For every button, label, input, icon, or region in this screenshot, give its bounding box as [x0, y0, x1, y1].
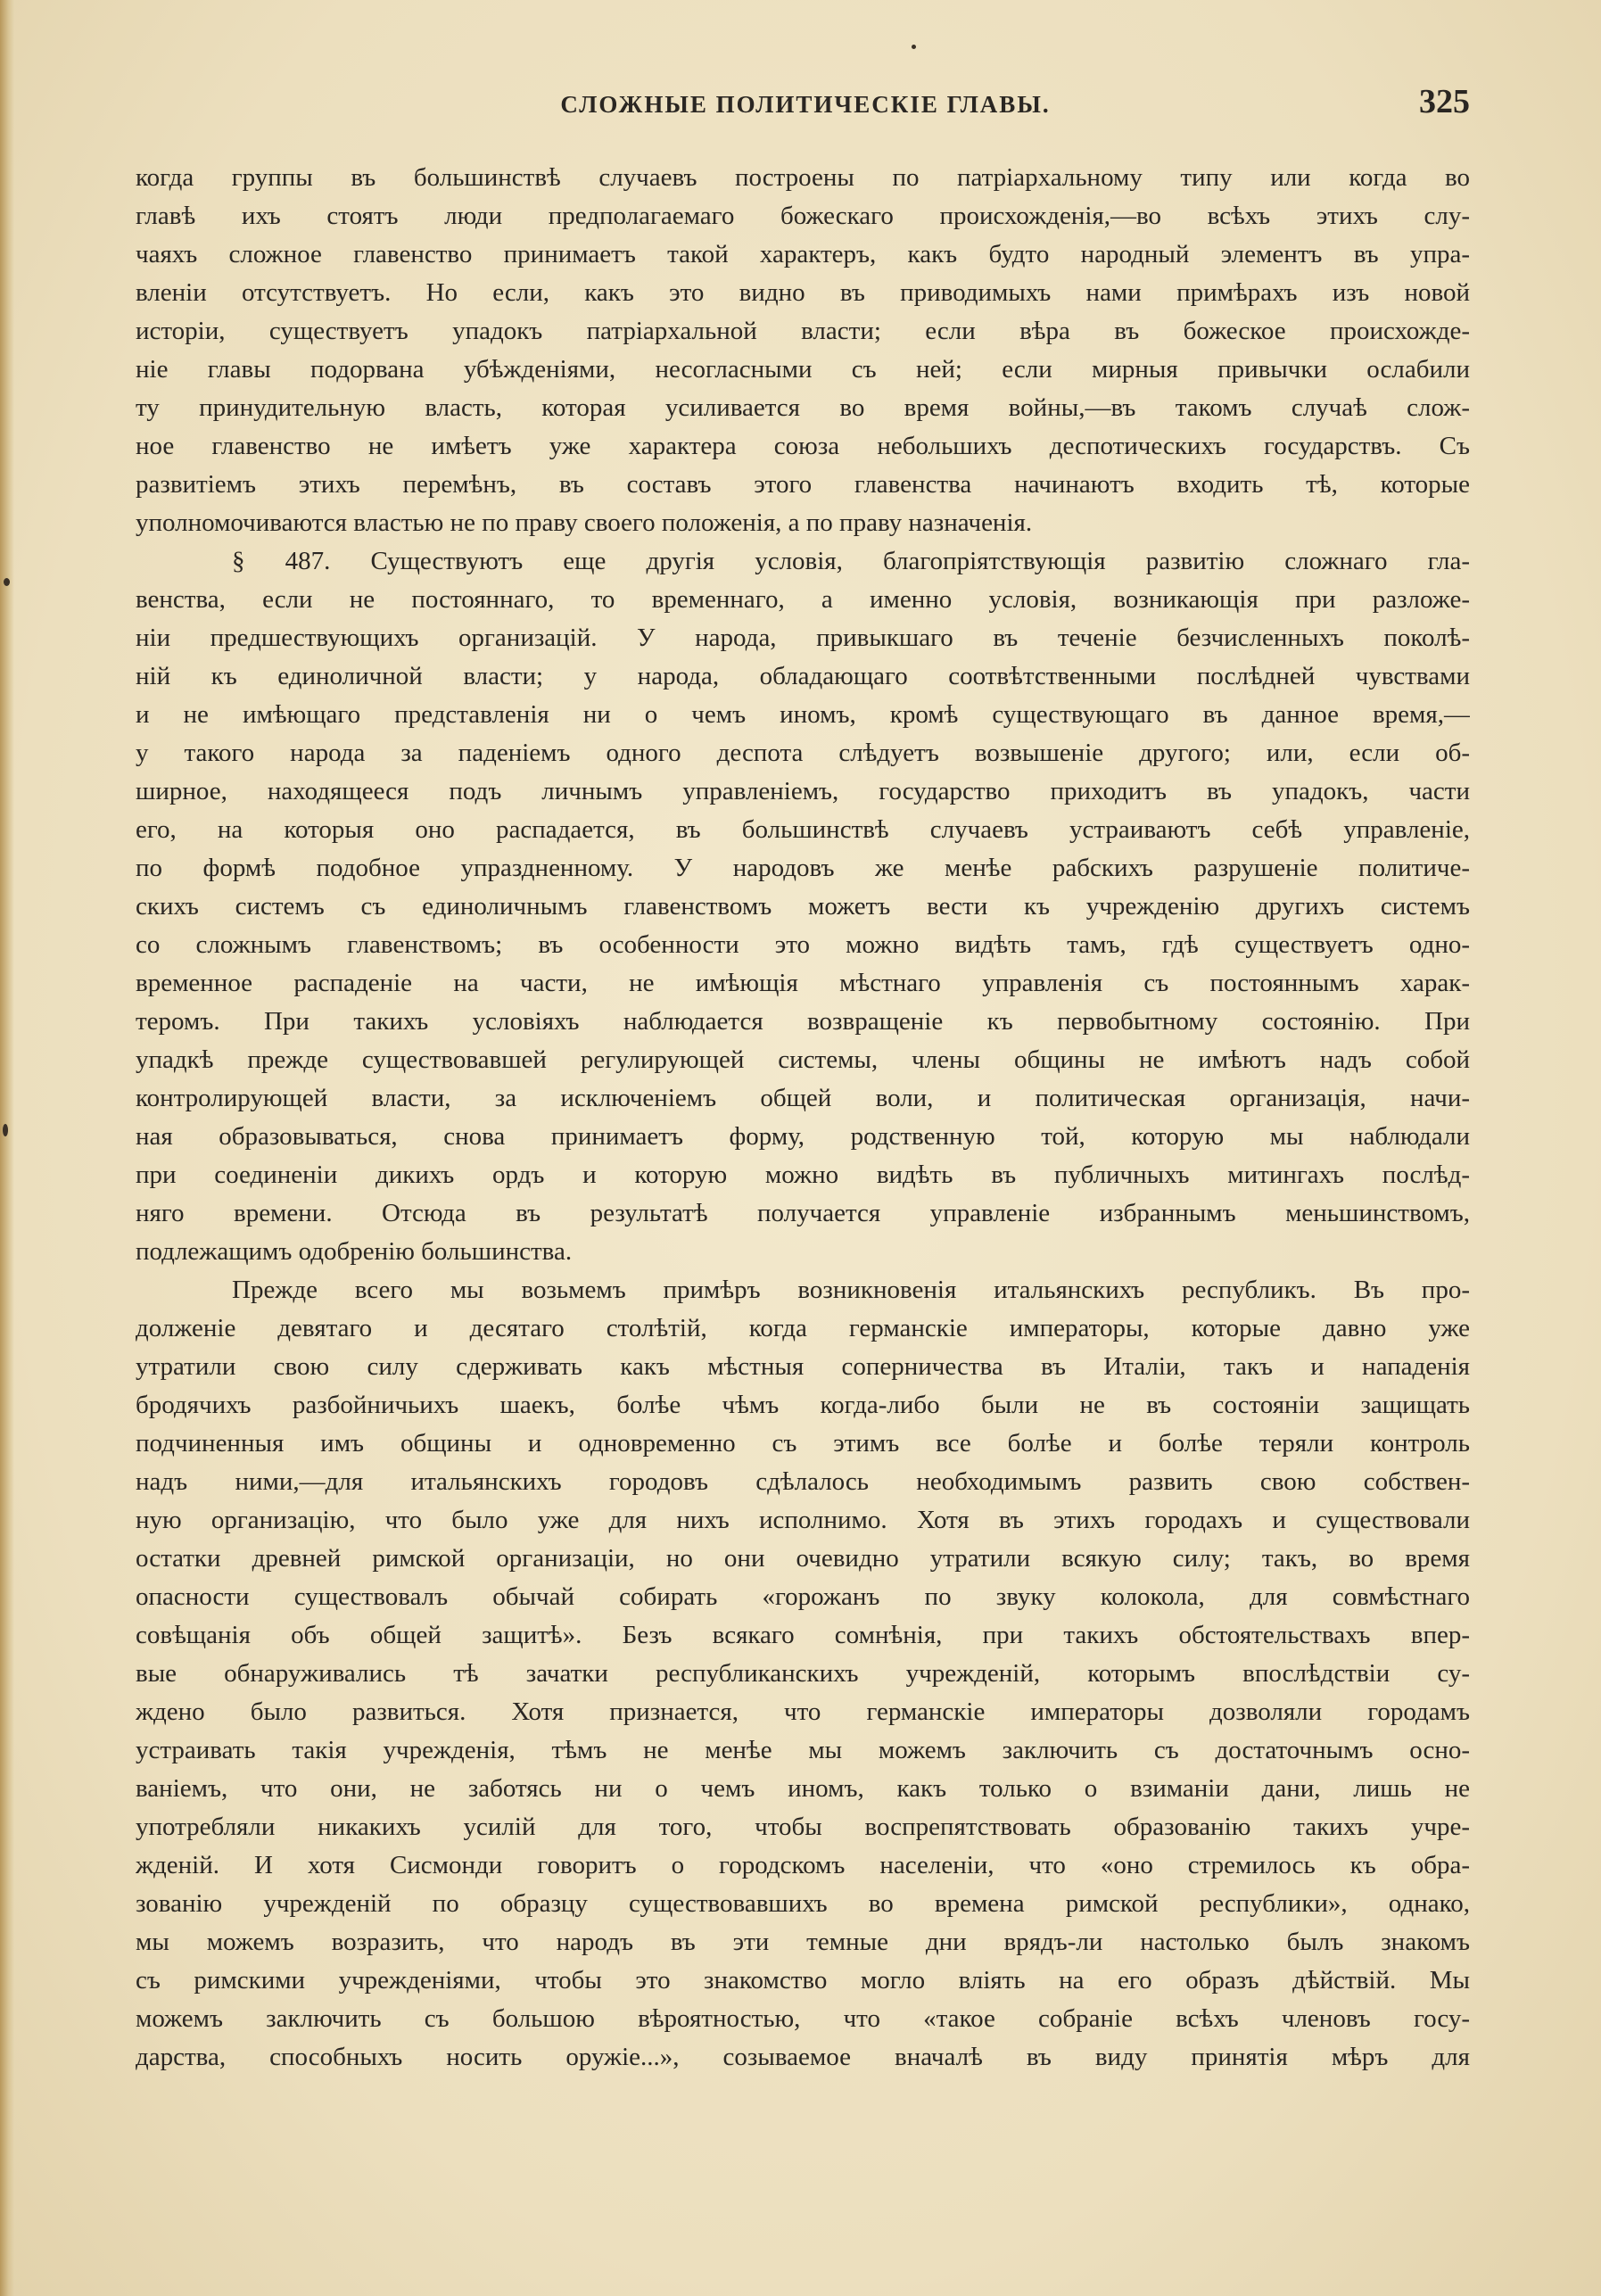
text-line: ваніемъ, что они, не заботясь ни о чемъ иномъ, какъ только о взиманіи дани, лишь не: [136, 1774, 1470, 1803]
text-line: при соединеніи дикихъ ордъ и которую можно видѣть въ публичныхъ митингахъ послѣд-: [136, 1160, 1470, 1189]
text-line: бродячихъ разбойничьихъ шаекъ, болѣе чѣмъ когда-либо были не въ состояніи защищать: [136, 1391, 1470, 1419]
text-line: ную организацію, что было уже для нихъ исполнимо. Хотя въ этихъ городахъ и существовали: [136, 1506, 1470, 1534]
text-line: по формѣ подобное упраздненному. У народовъ же менѣе рабскихъ разрушеніе политиче-: [136, 854, 1470, 882]
text-line: ная образовываться, снова принимаетъ форму, родственную той, которую мы наблюдали: [136, 1122, 1470, 1151]
text-line: главѣ ихъ стоятъ люди предполагаемаго божескаго происхожденія,—во всѣхъ этихъ слу-: [136, 202, 1470, 230]
text-line: ждено было развиться. Хотя признается, что германскіе императоры дозволяли городамъ: [136, 1697, 1470, 1726]
text-line: когда группы въ большинствѣ случаевъ построены по патріархальному типу или когда во: [136, 163, 1470, 192]
text-line: можемъ заключить съ большою вѣроятностью, что «такое собраніе всѣхъ членовъ госу-: [136, 2004, 1470, 2033]
section-487-start: § 487. Существуютъ еще другія условія, благопріятствующія развитію сложнаго гла-: [232, 547, 1470, 575]
text-line: мы можемъ возразить, что народъ въ эти темные дни врядъ-ли настолько былъ знакомъ: [136, 1928, 1470, 1956]
text-line: съ римскими учрежденіями, чтобы это знакомство могло вліять на его образъ дѣйствій. Мы: [136, 1966, 1470, 1995]
text-line: вленіи отсутствуетъ. Но если, какъ это видно въ приводимыхъ нами примѣрахъ изъ новой: [136, 278, 1470, 307]
text-line: подчиненныя имъ общины и одновременно съ этимъ все болѣе и болѣе теряли контроль: [136, 1429, 1470, 1458]
text-line: развитіемъ этихъ перемѣнъ, въ составъ этого главенства начинаютъ входить тѣ, которые: [136, 470, 1470, 499]
text-line: чаяхъ сложное главенство принимаетъ такой характеръ, какъ будто народный элементъ въ упра-: [136, 240, 1470, 268]
text-line: теромъ. При такихъ условіяхъ наблюдается возвращеніе къ первобытному состоянію. При: [136, 1007, 1470, 1036]
text-line: скихъ системъ съ единоличнымъ главенствомъ можетъ вести къ учрежденію другихъ системъ: [136, 892, 1470, 921]
text-line: венства, если не постояннаго, то временнаго, а именно условія, возникающія при разложе-: [136, 585, 1470, 614]
text-line: няго времени. Отсюда въ результатѣ получается управленіе избраннымъ меньшинствомъ,: [136, 1199, 1470, 1227]
margin-ink-mark: [4, 578, 10, 586]
text-line: утратили свою силу сдерживать какъ мѣстныя соперничества въ Италіи, такъ и нападенія: [136, 1352, 1470, 1381]
text-line: ное главенство не имѣетъ уже характера союза небольшихъ деспотическихъ государствъ. Съ: [136, 432, 1470, 460]
text-line: и не имѣющаго представленія ни о чемъ иномъ, кромѣ существующаго въ данное время,—: [136, 700, 1470, 729]
text-line: остатки древней римской организаціи, но они очевидно утратили всякую силу; такъ, во время: [136, 1544, 1470, 1573]
text-line: контролирующей власти, за исключеніемъ общей воли, и политическая организація, начи-: [136, 1084, 1470, 1112]
text-line: его, на которыя оно распадается, въ большинствѣ случаевъ устраиваютъ себѣ управленіе,: [136, 815, 1470, 844]
text-line: подлежащимъ одобренію большинства.: [136, 1237, 573, 1266]
text-line: ту принудительную власть, которая усиливается во время войны,—въ такомъ случаѣ слож-: [136, 393, 1470, 422]
running-title: СЛОЖНЫЕ ПОЛИТИЧЕСКІЕ ГЛАВЫ.: [560, 91, 1051, 118]
text-line: ніи предшествующихъ организацій. У народа, привыкшаго въ теченіе безчисленныхъ поколѣ-: [136, 624, 1470, 652]
margin-ink-mark: [3, 1124, 8, 1136]
running-head: [141, 82, 1470, 127]
text-line: ширное, находящееся подъ личнымъ управленіемъ, государство приходитъ въ упадокъ, части: [136, 777, 1470, 805]
text-line: употребляли никакихъ усилій для того, чтобы воспрепятствовать образованію такихъ учре-: [136, 1813, 1470, 1841]
text-line: зованію учрежденій по образцу существовавшихъ во времена римской республики», однако,: [136, 1889, 1470, 1918]
text-line: совѣщанія объ общей защитѣ». Безъ всякаго сомнѣнія, при такихъ обстоятельствахъ впер-: [136, 1621, 1470, 1649]
text-body: [136, 159, 1470, 2077]
text-line: временное распаденіе на части, не имѣющія мѣстнаго управленія съ постояннымъ харак-: [136, 969, 1470, 997]
text-line: вые обнаруживались тѣ зачатки республиканскихъ учрежденій, которымъ впослѣдствіи су-: [136, 1659, 1470, 1688]
text-line: упадкѣ прежде существовавшей регулирующей системы, члены общины не имѣютъ надъ собой: [136, 1045, 1470, 1074]
text-line: исторіи, существуетъ упадокъ патріархальной власти; если вѣра въ божеское происхожде-: [136, 317, 1470, 345]
paragraph-italian-republics-start: Прежде всего мы возьмемъ примѣръ возникновенія итальянскихъ республикъ. Въ про-: [232, 1276, 1470, 1304]
top-ink-speck: [912, 45, 916, 49]
page-spine-shadow: [0, 0, 14, 2296]
text-line: ніе главы подорвана убѣжденіями, несогласными съ ней; если мирныя привычки ослабили: [136, 355, 1470, 384]
text-line: надъ ними,—для итальянскихъ городовъ сдѣлалось необходимымъ развить свою собствен-: [136, 1467, 1470, 1496]
text-line: ній къ единоличной власти; у народа, обладающаго соотвѣтственными послѣдней чувствами: [136, 662, 1470, 690]
text-line: жденій. И хотя Сисмонди говоритъ о городскомъ населеніи, что «оно стремилось къ обра-: [136, 1851, 1470, 1879]
text-line: со сложнымъ главенствомъ; въ особенности это можно видѣть тамъ, гдѣ существуетъ одно-: [136, 930, 1470, 959]
text-line: дарства, способныхъ носить оружіе...», созываемое вначалѣ въ виду принятія мѣръ для: [136, 2043, 1470, 2071]
text-line: долженіе девятаго и десятаго столѣтій, когда германскіе императоры, которые давно уже: [136, 1314, 1470, 1342]
text-line: у такого народа за паденіемъ одного деспота слѣдуетъ возвышеніе другого; или, если об-: [136, 739, 1470, 767]
text-line: опасности существовалъ обычай собирать «горожанъ по звуку колокола, для совмѣстнаго: [136, 1582, 1470, 1611]
text-line: уполномочиваются властью не по праву своего положенія, а по праву назначенія.: [136, 508, 1033, 537]
page-number: 325: [1419, 83, 1470, 120]
text-line: устраивать такія учрежденія, тѣмъ не менѣе мы можемъ заключить съ достаточнымъ осно-: [136, 1736, 1470, 1764]
